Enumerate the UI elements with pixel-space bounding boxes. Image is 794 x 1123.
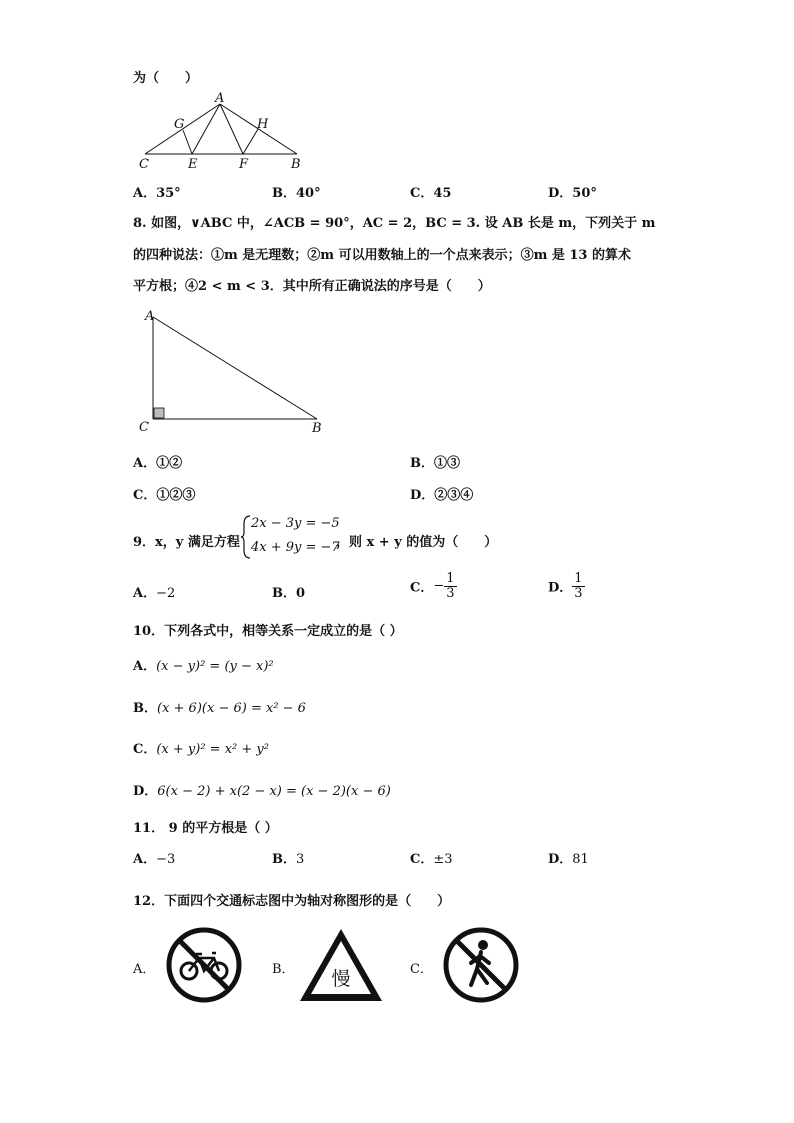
option-text: ±3 <box>433 852 453 867</box>
q8-label-a: A <box>145 309 155 324</box>
q7-option-b[interactable] <box>272 182 321 201</box>
option-text: (x + 6)(x − 6) = x² − 6 <box>157 701 306 716</box>
option-text: 81 <box>572 852 589 867</box>
q8-label-c: C <box>139 420 149 435</box>
q9-stem-lead: 9．x，y 满足方程 <box>133 535 240 550</box>
fraction-numerator: 1 <box>446 571 455 586</box>
q8-right-triangle-figure <box>135 305 330 437</box>
option-text: ①② <box>156 456 183 471</box>
q12-option-a-key[interactable]: A． <box>133 962 156 977</box>
option-key: A． <box>133 186 157 201</box>
q12-stem: 12．下面四个交通标志图中为轴对称图形的是（ ） <box>133 894 451 909</box>
fraction-denominator: 3 <box>574 585 583 601</box>
q9-equation-1: 2x − 3y = −5 <box>251 516 340 531</box>
q8-stem-line3: 平方根；④2 < m < 3．其中所有正确说法的序号是（ ） <box>133 279 491 294</box>
option-text: 6(x − 2) + x(2 − x) = (x − 2)(x − 6) <box>157 784 391 799</box>
option-key: A． <box>133 852 157 867</box>
no-bicycle-sign-icon <box>164 925 244 1005</box>
q9-option-c[interactable] <box>410 572 457 600</box>
q8-stem-line2: 的四种说法：①m 是无理数；②m 可以用数轴上的一个点来表示；③m 是 13 的算术 <box>133 248 631 263</box>
option-text: 50° <box>572 186 597 201</box>
q8-option-c[interactable] <box>133 484 195 503</box>
option-key: D． <box>410 488 435 503</box>
q12-option-c-key[interactable]: C． <box>410 962 433 977</box>
option-key: B． <box>410 456 434 471</box>
q9-stem-tail: ，则 x + y 的值为（ ） <box>336 535 498 550</box>
option-fraction <box>572 572 584 600</box>
q7-label-a: A <box>215 92 225 106</box>
option-sign: − <box>433 578 445 594</box>
option-key: A． <box>133 659 157 674</box>
q7-label-f: F <box>239 157 249 172</box>
q7-label-g: G <box>174 117 185 132</box>
q7-label-e: E <box>188 157 198 172</box>
q11-option-b[interactable] <box>272 848 304 867</box>
q12-option-b-key[interactable]: B． <box>272 962 295 977</box>
q8-option-d[interactable] <box>410 484 473 503</box>
q10-option-a[interactable] <box>133 655 274 674</box>
option-text: ①②③ <box>156 488 196 503</box>
fraction-numerator: 1 <box>574 571 583 586</box>
q7-option-a[interactable] <box>133 182 181 201</box>
option-text: ②③④ <box>434 488 474 503</box>
option-key: D． <box>548 852 573 867</box>
option-text: −3 <box>156 852 176 867</box>
option-key: D． <box>548 580 573 596</box>
q7-stem-tail: 为（ ） <box>133 71 199 86</box>
q7-option-c[interactable] <box>410 182 451 201</box>
option-key: B． <box>272 852 296 867</box>
option-key: C． <box>410 852 434 867</box>
option-key: C． <box>410 580 434 596</box>
q7-label-c: C <box>139 157 149 172</box>
option-text: 40° <box>296 186 321 201</box>
q9-option-d[interactable] <box>548 572 585 600</box>
q8-stem-line1: 8. 如图，∨ABC 中，∠ACB = 90°，AC = 2，BC = 3. 设 AB 长是 m，下列关于 m <box>133 216 656 231</box>
option-key: C． <box>410 186 434 201</box>
q10-option-b[interactable] <box>133 697 306 716</box>
option-text: 3 <box>296 852 305 867</box>
q9-option-a[interactable] <box>133 582 175 601</box>
option-fraction <box>444 572 456 600</box>
q7-triangle-figure <box>135 92 310 174</box>
q9-option-b[interactable] <box>272 582 305 601</box>
right-angle-mark <box>154 408 164 418</box>
q7-label-h: H <box>257 117 269 132</box>
option-key: A． <box>133 456 157 471</box>
q11-option-c[interactable] <box>410 848 453 867</box>
option-key: B． <box>272 186 296 201</box>
q8-option-a[interactable] <box>133 452 182 471</box>
no-pedestrian-sign-icon <box>441 925 521 1005</box>
option-key: B． <box>272 586 296 601</box>
q10-stem: 10．下列各式中，相等关系一定成立的是（ ） <box>133 624 403 639</box>
option-key: A． <box>133 586 157 601</box>
slow-sign-text: 慢 <box>331 968 351 990</box>
option-text: 35° <box>156 186 181 201</box>
option-key: B． <box>133 701 157 716</box>
slow-sign-icon <box>297 925 385 1005</box>
q8-option-b[interactable] <box>410 452 460 471</box>
option-key: C． <box>133 742 157 757</box>
option-text: 45 <box>433 186 452 201</box>
option-text: (x − y)² = (y − x)² <box>156 659 274 674</box>
q11-stem: 11． 9 的平方根是（ ） <box>133 821 278 836</box>
q7-label-b: B <box>291 157 301 172</box>
option-text: (x + y)² = x² + y² <box>156 742 269 757</box>
q8-label-b: B <box>312 421 322 436</box>
q11-option-a[interactable] <box>133 848 175 867</box>
q7-option-d[interactable] <box>548 182 597 201</box>
option-text: ①③ <box>434 456 461 471</box>
option-text: 0 <box>296 586 306 601</box>
q10-option-d[interactable] <box>133 780 391 799</box>
option-key: D． <box>548 186 573 201</box>
q9-equation-2: 4x + 9y = −7 <box>251 540 340 555</box>
option-key: C． <box>133 488 157 503</box>
q11-option-d[interactable] <box>548 848 589 867</box>
option-text: −2 <box>156 586 176 601</box>
option-key: D． <box>133 784 158 799</box>
q10-option-c[interactable] <box>133 738 269 757</box>
fraction-denominator: 3 <box>446 585 455 601</box>
